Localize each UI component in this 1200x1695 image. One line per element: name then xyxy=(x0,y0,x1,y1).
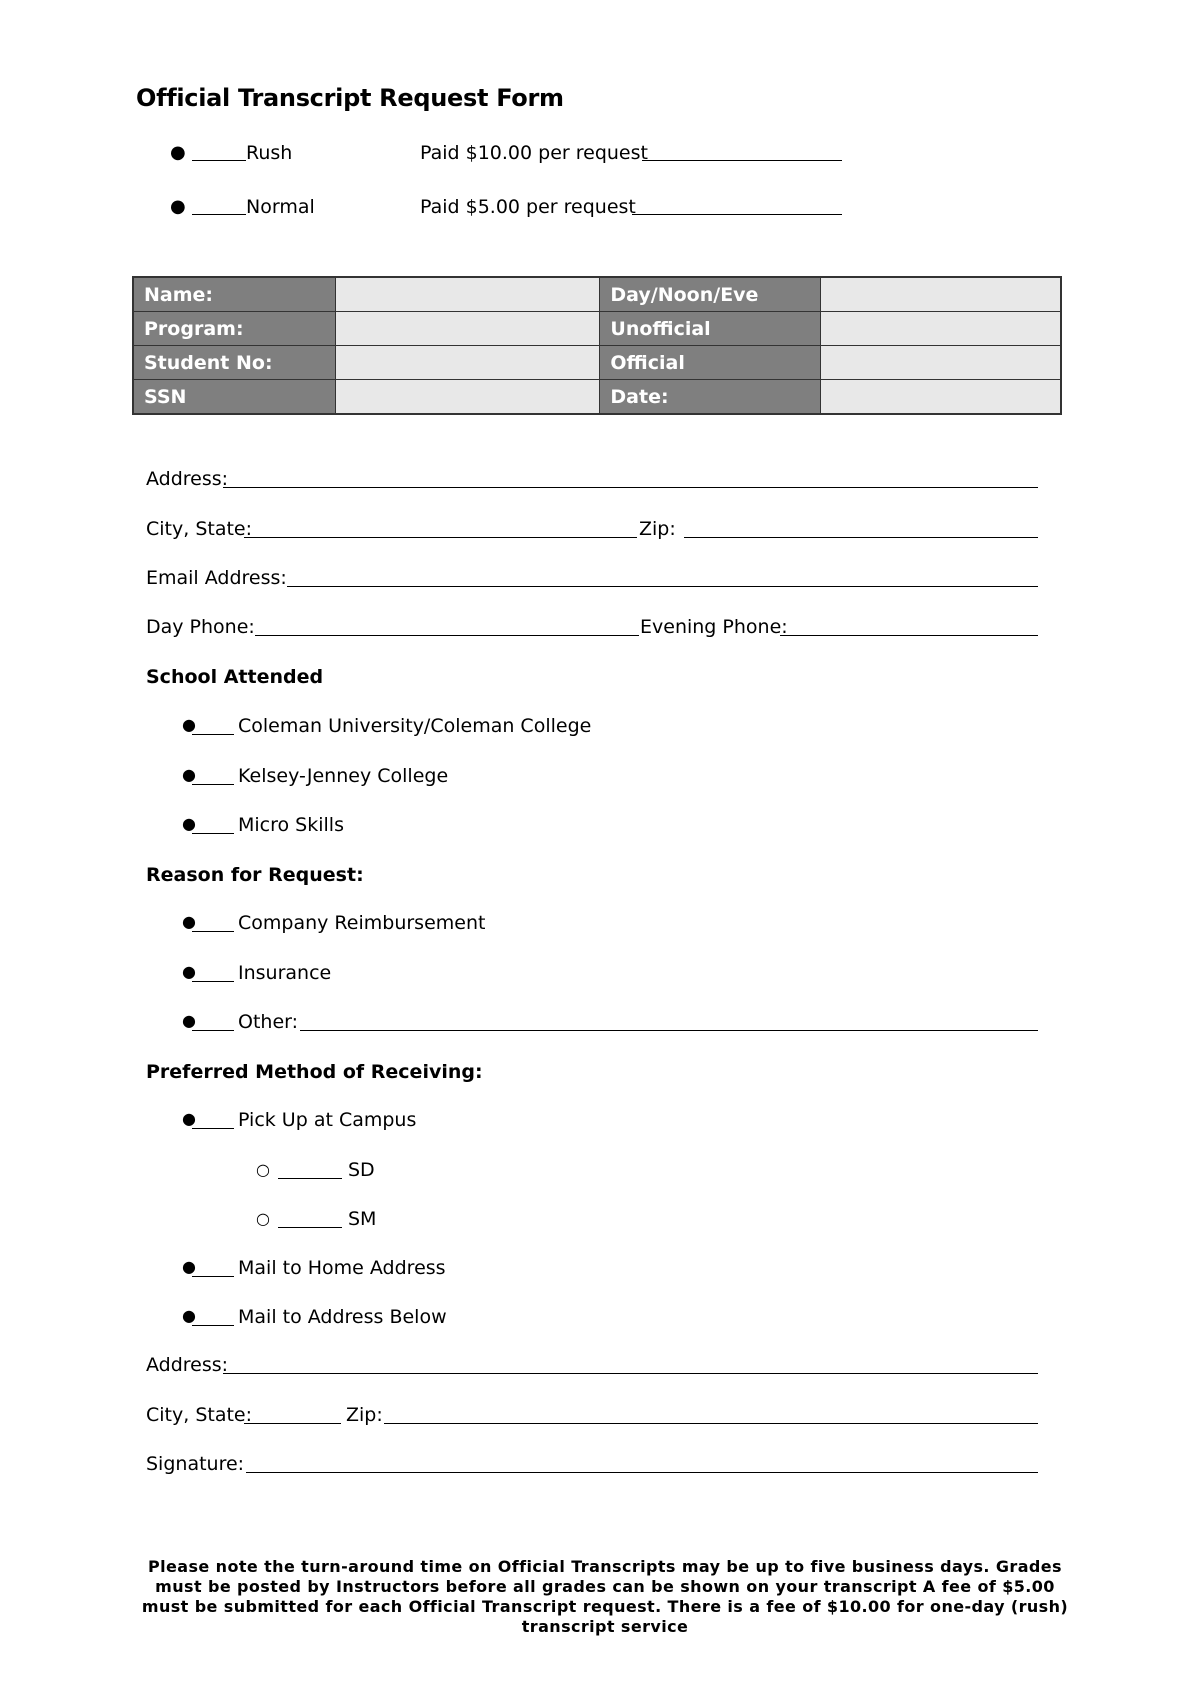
address-label: Address: xyxy=(146,468,229,490)
official-field[interactable] xyxy=(821,346,1061,380)
mailing-address-label: Address: xyxy=(146,1354,229,1376)
fee-normal-row xyxy=(170,196,870,224)
method-heading: Preferred Method of Receiving: xyxy=(146,1061,483,1083)
date-field[interactable] xyxy=(821,380,1061,415)
rush-paid-line[interactable] xyxy=(642,160,842,161)
check-blank[interactable] xyxy=(192,931,234,932)
ssn-field[interactable] xyxy=(336,380,600,415)
signature-line xyxy=(146,1453,1038,1481)
table-row xyxy=(133,277,1061,312)
bullet-icon: ● xyxy=(182,1257,196,1276)
city-state-field[interactable] xyxy=(244,537,637,538)
address-line xyxy=(146,468,1038,496)
signature-field[interactable] xyxy=(246,1472,1038,1473)
other-field[interactable] xyxy=(300,1030,1038,1031)
ssn-label: SSN xyxy=(133,380,336,415)
reason-option-label: Company Reimbursement xyxy=(238,912,486,934)
footer-note: Please note the turn-around time on Official Transcripts may be up to five business days. Grades must be posted by Instructors before all grades can be shown on your transcript A fee of $5.00 must be submitted for each Official Transcript request. There is a fee of $10.00 for one-day (rush) transcript service xyxy=(141,1557,1069,1636)
mailing-city-zip-line xyxy=(146,1404,1038,1432)
check-blank[interactable] xyxy=(278,1227,342,1228)
circle-bullet-icon: ○ xyxy=(256,1160,270,1179)
day-noon-eve-label: Day/Noon/Eve xyxy=(600,277,821,312)
unofficial-field[interactable] xyxy=(821,312,1061,346)
mailing-address-line xyxy=(146,1354,1038,1382)
zip-label: Zip: xyxy=(639,518,676,540)
normal-paid-line[interactable] xyxy=(632,214,842,215)
mailing-address-field[interactable] xyxy=(223,1373,1038,1374)
campus-sd-label: SD xyxy=(348,1159,375,1181)
other-label: Other: xyxy=(238,1011,299,1033)
check-blank[interactable] xyxy=(278,1178,342,1179)
mailing-zip-label: Zip: xyxy=(346,1404,383,1426)
address-field[interactable] xyxy=(223,487,1038,488)
school-option-label: Micro Skills xyxy=(238,814,344,836)
student-no-label: Student No: xyxy=(133,346,336,380)
name-label: Name: xyxy=(133,277,336,312)
bullet-icon: ● xyxy=(182,1109,196,1128)
day-phone-label: Day Phone: xyxy=(146,616,255,638)
mail-home-label: Mail to Home Address xyxy=(238,1257,446,1279)
bullet-icon: ● xyxy=(170,196,186,217)
bullet-icon: ● xyxy=(182,912,196,931)
email-label: Email Address: xyxy=(146,567,287,589)
table-row xyxy=(133,380,1061,415)
zip-field[interactable] xyxy=(684,537,1038,538)
normal-label: Normal xyxy=(246,196,315,218)
normal-paid-label: Paid $5.00 per request xyxy=(420,196,636,218)
normal-check-blank[interactable] xyxy=(192,214,246,215)
mailing-city-state-field[interactable] xyxy=(244,1423,341,1424)
reason-option-label: Insurance xyxy=(238,962,332,984)
check-blank[interactable] xyxy=(192,784,234,785)
check-blank[interactable] xyxy=(192,833,234,834)
evening-phone-field[interactable] xyxy=(780,635,1038,636)
table-row xyxy=(133,312,1061,346)
circle-bullet-icon: ○ xyxy=(256,1209,270,1228)
check-blank[interactable] xyxy=(192,981,234,982)
city-state-zip-line xyxy=(146,518,1038,546)
email-field[interactable] xyxy=(287,586,1038,587)
rush-label: Rush xyxy=(246,142,293,164)
check-blank[interactable] xyxy=(192,1276,234,1277)
check-blank[interactable] xyxy=(192,1030,234,1031)
signature-label: Signature: xyxy=(146,1453,245,1475)
rush-check-blank[interactable] xyxy=(192,160,246,161)
bullet-icon: ● xyxy=(182,715,196,734)
evening-phone-label: Evening Phone: xyxy=(640,616,788,638)
phone-line xyxy=(146,616,1038,644)
program-field[interactable] xyxy=(336,312,600,346)
form-title: Official Transcript Request Form xyxy=(136,84,564,112)
student-no-field[interactable] xyxy=(336,346,600,380)
check-blank[interactable] xyxy=(192,1325,234,1326)
mailing-city-state-label: City, State: xyxy=(146,1404,253,1426)
day-phone-field[interactable] xyxy=(255,635,639,636)
bullet-icon: ● xyxy=(182,962,196,981)
campus-sm-label: SM xyxy=(348,1208,377,1230)
official-label: Official xyxy=(600,346,821,380)
day-noon-eve-field[interactable] xyxy=(821,277,1061,312)
name-field[interactable] xyxy=(336,277,600,312)
bullet-icon: ● xyxy=(170,142,186,163)
table-row xyxy=(133,346,1061,380)
email-line xyxy=(146,567,1038,595)
check-blank[interactable] xyxy=(192,1128,234,1129)
school-heading: School Attended xyxy=(146,666,324,688)
fee-rush-row xyxy=(170,142,870,170)
reason-heading: Reason for Request: xyxy=(146,864,364,886)
bullet-icon: ● xyxy=(182,1306,196,1325)
school-option-label: Kelsey-Jenney College xyxy=(238,765,449,787)
pickup-label: Pick Up at Campus xyxy=(238,1109,417,1131)
school-option-label: Coleman University/Coleman College xyxy=(238,715,592,737)
check-blank[interactable] xyxy=(192,734,234,735)
bullet-icon: ● xyxy=(182,1011,196,1030)
student-info-table xyxy=(132,276,1062,415)
rush-paid-label: Paid $10.00 per request xyxy=(420,142,648,164)
program-label: Program: xyxy=(133,312,336,346)
city-state-label: City, State: xyxy=(146,518,253,540)
mail-below-label: Mail to Address Below xyxy=(238,1306,447,1328)
mailing-zip-field[interactable] xyxy=(384,1423,1038,1424)
date-label: Date: xyxy=(600,380,821,415)
unofficial-label: Unofficial xyxy=(600,312,821,346)
bullet-icon: ● xyxy=(182,765,196,784)
reason-option-other[interactable] xyxy=(182,1011,1038,1039)
bullet-icon: ● xyxy=(182,814,196,833)
